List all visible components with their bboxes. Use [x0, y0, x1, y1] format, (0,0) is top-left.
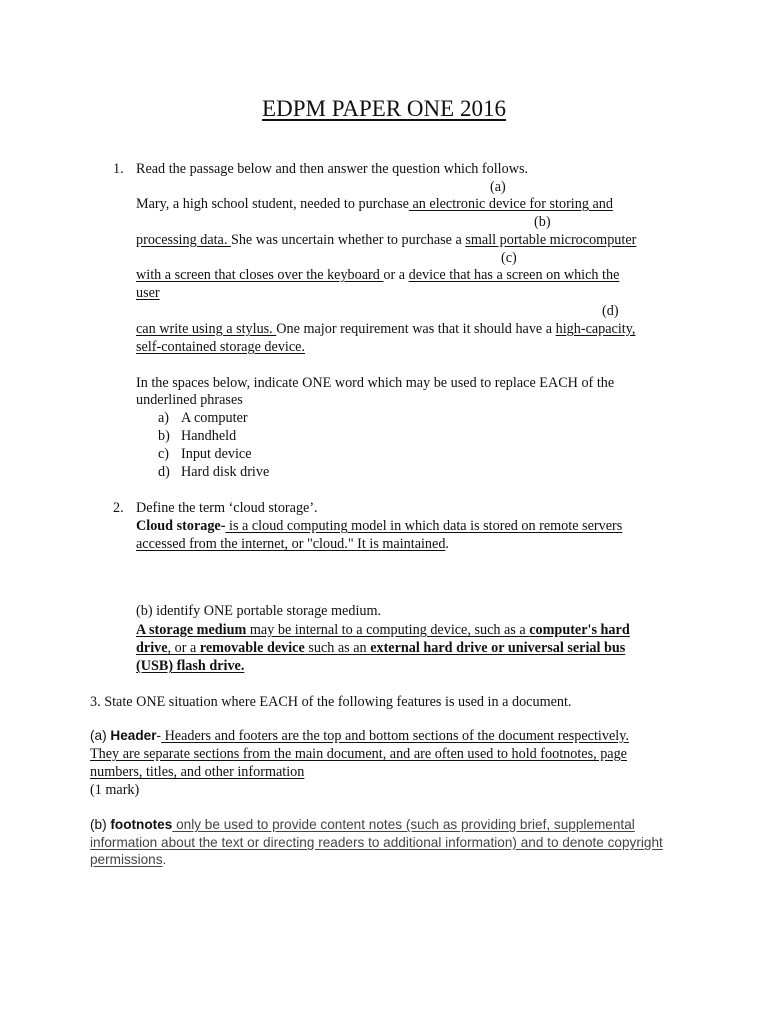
- q1-marker-c: (c): [501, 250, 517, 266]
- q2-definition-line-2: accessed from the internet, or "cloud." It is maintained.: [136, 536, 449, 552]
- q1-instruction-line-1: In the spaces below, indicate ONE word which may be used to replace EACH of the: [136, 375, 615, 391]
- q1-marker-b: (b): [534, 214, 551, 230]
- q1-passage-line-5: can write using a stylus. One major requirement was that it should have a high-capacity,: [136, 321, 636, 337]
- q1-passage-line-4: user: [136, 285, 160, 301]
- q2b-answer-line-1: A storage medium may be internal to a computing device, such as a computer's hard: [136, 622, 630, 638]
- q1-answer-label: a): [158, 410, 170, 426]
- q1-passage-line-6: self-contained storage device.: [136, 339, 305, 355]
- q3b-line-2: information about the text or directing readers to additional information) and to denote copyright: [90, 835, 663, 850]
- q1-answer-label: b): [158, 428, 170, 444]
- q1-passage-line-1: Mary, a high school student, needed to purchase an electronic device for storing and: [136, 196, 613, 212]
- q1-answer-text: A computer: [181, 410, 248, 426]
- q3a-line-3: numbers, titles, and other information: [90, 764, 305, 780]
- q1-passage-line-3: with a screen that closes over the keyboard or a device that has a screen on which the: [136, 267, 620, 283]
- q1-answer-text: Handheld: [181, 428, 237, 444]
- q3a-line-2: They are separate sections from the main document, and are often used to hold footnotes, page: [90, 746, 627, 762]
- q1-number: 1.: [113, 161, 124, 177]
- q1-intro: Read the passage below and then answer the question which follows.: [136, 161, 529, 177]
- q2-prompt: Define the term ‘cloud storage’.: [136, 500, 318, 516]
- q1-answer-label: d): [158, 464, 170, 480]
- page-title: EDPM PAPER ONE 2016: [262, 96, 506, 121]
- q1-marker-d: (d): [602, 303, 619, 319]
- q3-prompt: 3. State ONE situation where EACH of the following features is used in a document.: [90, 694, 572, 710]
- q2b-prompt: (b) identify ONE portable storage medium.: [136, 603, 382, 619]
- q1-answer-text: Input device: [181, 446, 252, 462]
- q3a-mark: (1 mark): [90, 782, 140, 798]
- q3b-line-1: (b) footnotes only be used to provide content notes (such as providing brief, supplemental: [90, 817, 635, 832]
- q1-marker-a: (a): [490, 179, 506, 195]
- q2b-answer-line-2: drive, or a removable device such as an external hard drive or universal serial bus: [136, 640, 626, 656]
- q3a-line-1: (a) Header- Headers and footers are the top and bottom sections of the document respectively.: [90, 728, 629, 744]
- q2b-answer-line-3: (USB) flash drive.: [136, 658, 245, 674]
- q1-answer-text: Hard disk drive: [181, 464, 270, 480]
- q2-definition-line-1: Cloud storage- is a cloud computing model in which data is stored on remote servers: [136, 518, 623, 534]
- q1-answer-label: c): [158, 446, 170, 462]
- q1-passage-line-2: processing data. She was uncertain whether to purchase a small portable microcomputer: [136, 232, 637, 248]
- q1-instruction-line-2: underlined phrases: [136, 392, 243, 408]
- q2-number: 2.: [113, 500, 124, 516]
- q3b-line-3: permissions.: [90, 852, 167, 867]
